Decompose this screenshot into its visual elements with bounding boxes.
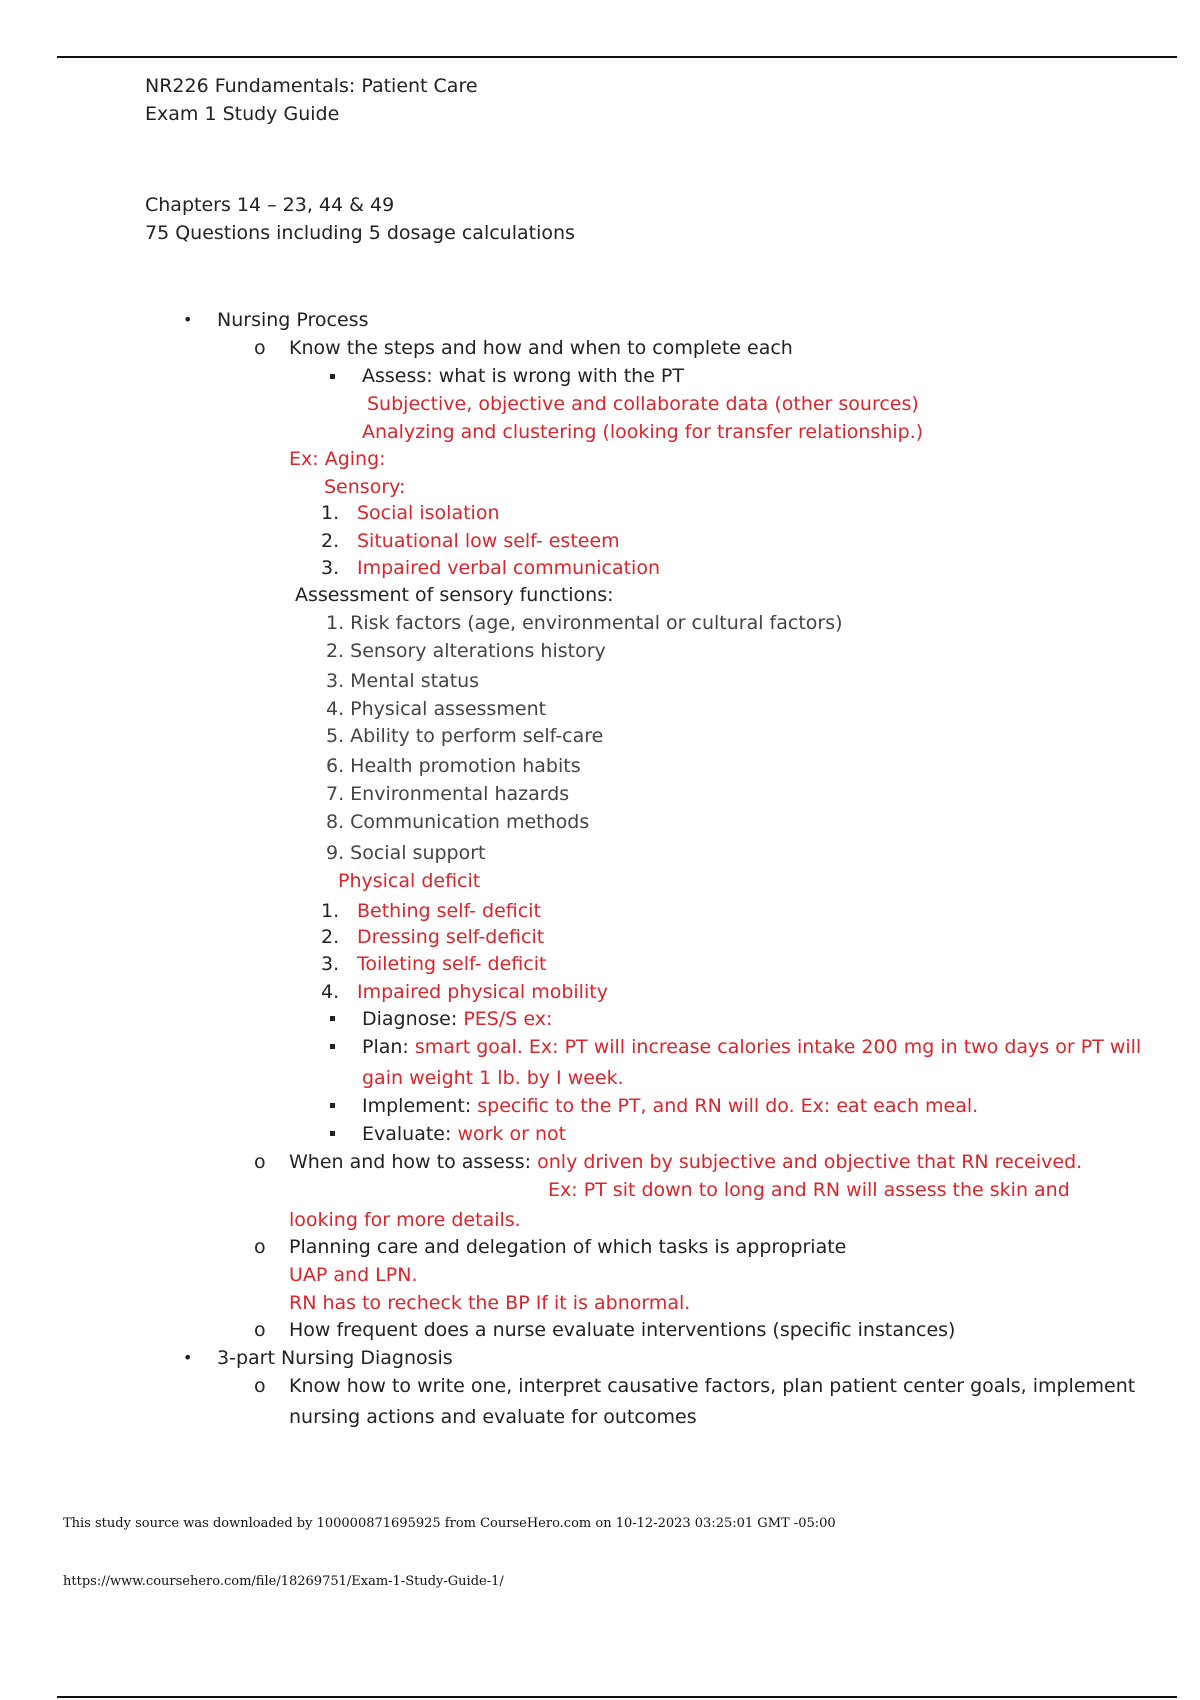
physical-deficit-label: Physical deficit	[338, 870, 481, 892]
planning-note-1: UAP and LPN.	[289, 1264, 418, 1286]
evaluate-note: work or not	[457, 1123, 567, 1145]
physical-deficit-item: Bething self- deficit	[357, 900, 541, 922]
sensory-assessment-item: 9. Social support	[326, 842, 486, 864]
sub-bullet-marker: o	[254, 1151, 266, 1173]
sensory-assessment-title: Assessment of sensory functions:	[295, 584, 614, 606]
bullet-marker: •	[183, 1348, 193, 1367]
know-steps: Know the steps and how and when to complete each	[289, 337, 793, 359]
sensory-assessment-item: 4. Physical assessment	[326, 698, 547, 720]
guide-title: Exam 1 Study Guide	[145, 103, 340, 125]
plan-note: smart goal. Ex: PT will increase calories intake 200 mg in two days or PT will	[414, 1036, 1142, 1058]
nursing-diagnosis-heading: 3-part Nursing Diagnosis	[217, 1347, 453, 1369]
sensory-item: Impaired verbal communication	[357, 557, 660, 579]
sensory-item: Social isolation	[357, 502, 500, 524]
sensory-assessment-item: 3. Mental status	[326, 670, 480, 692]
sensory-assessment-item: 2. Sensory alterations history	[326, 640, 606, 662]
square-bullet	[330, 1016, 335, 1021]
sub-bullet-marker: o	[254, 337, 266, 359]
square-bullet	[330, 1044, 335, 1049]
num-marker: 2.	[321, 926, 340, 948]
diagnose-note: PES/S ex:	[463, 1008, 553, 1030]
assess-label: Assess: what is wrong with the PT	[362, 365, 684, 387]
planning-note-2: RN has to recheck the BP If it is abnormal.	[289, 1292, 691, 1314]
sub-bullet-marker: o	[254, 1236, 266, 1258]
num-marker: 1.	[321, 900, 340, 922]
num-marker: 3.	[321, 557, 340, 579]
plan-row	[362, 1035, 1141, 1059]
assess-note-2: Analyzing and clustering (looking for transfer relationship.)	[362, 421, 924, 443]
when-assess-example: Ex: PT sit down to long and RN will assess the skin and	[548, 1179, 1070, 1201]
diagnose-label: Diagnose:	[362, 1008, 458, 1030]
bottom-rule	[57, 1696, 1177, 1698]
sensory-assessment-item: 8. Communication methods	[326, 811, 590, 833]
when-assess-row	[289, 1150, 1082, 1174]
evaluation-frequency: How frequent does a nurse evaluate interventions (specific instances)	[289, 1319, 956, 1341]
sensory-assessment-item: 7. Environmental hazards	[326, 783, 570, 805]
sensory-item: Situational low self- esteem	[357, 530, 620, 552]
sub-bullet-marker: o	[254, 1375, 266, 1397]
sensory-assessment-item: 5. Ability to perform self-care	[326, 725, 604, 747]
num-marker: 2.	[321, 530, 340, 552]
num-marker: 1.	[321, 502, 340, 524]
download-source-line: This study source was downloaded by 100000871695925 from CourseHero.com on 10-12-2023 03:25:01 GMT -05:00	[63, 1516, 836, 1531]
diagnosis-know-line-1: Know how to write one, interpret causative factors, plan patient center goals, implement	[289, 1375, 1136, 1397]
evaluate-row	[362, 1122, 566, 1146]
top-rule	[57, 56, 1177, 58]
ex-aging: Ex: Aging:	[289, 448, 386, 470]
when-assess-label: When and how to assess:	[289, 1151, 532, 1173]
when-assess-note: only driven by subjective and objective that RN received.	[537, 1151, 1083, 1173]
course-title: NR226 Fundamentals: Patient Care	[145, 75, 478, 97]
physical-deficit-item: Dressing self-deficit	[357, 926, 545, 948]
evaluate-label: Evaluate:	[362, 1123, 452, 1145]
assess-note-1: Subjective, objective and collaborate data (other sources)	[367, 393, 919, 415]
planning-care: Planning care and delegation of which tasks is appropriate	[289, 1236, 847, 1258]
diagnose-row	[362, 1007, 552, 1031]
implement-note: specific to the PT, and RN will do. Ex: eat each meal.	[477, 1095, 979, 1117]
sensory-assessment-item: 6. Health promotion habits	[326, 755, 581, 777]
square-bullet	[330, 1103, 335, 1108]
sub-bullet-marker: o	[254, 1319, 266, 1341]
physical-deficit-item: Impaired physical mobility	[357, 981, 608, 1003]
source-url[interactable]: https://www.coursehero.com/file/18269751/Exam-1-Study-Guide-1/	[63, 1574, 504, 1589]
num-marker: 3.	[321, 953, 340, 975]
square-bullet	[330, 1131, 335, 1136]
questions-line: 75 Questions including 5 dosage calculations	[145, 222, 575, 244]
sensory-assessment-item: 1. Risk factors (age, environmental or cultural factors)	[326, 612, 843, 634]
chapters-line: Chapters 14 – 23, 44 & 49	[145, 194, 395, 216]
implement-label: Implement:	[362, 1095, 472, 1117]
nursing-process-heading: Nursing Process	[217, 309, 369, 331]
diagnosis-know-line-2: nursing actions and evaluate for outcomes	[289, 1406, 697, 1428]
sensory-label: Sensory:	[324, 476, 406, 498]
physical-deficit-item: Toileting self- deficit	[357, 953, 547, 975]
when-assess-example-continued: looking for more details.	[289, 1209, 521, 1231]
bullet-marker: •	[183, 310, 193, 329]
implement-row	[362, 1094, 978, 1118]
plan-label: Plan:	[362, 1036, 409, 1058]
plan-note-continued: gain weight 1 lb. by I week.	[362, 1067, 624, 1089]
num-marker: 4.	[321, 981, 340, 1003]
square-bullet	[330, 374, 335, 379]
